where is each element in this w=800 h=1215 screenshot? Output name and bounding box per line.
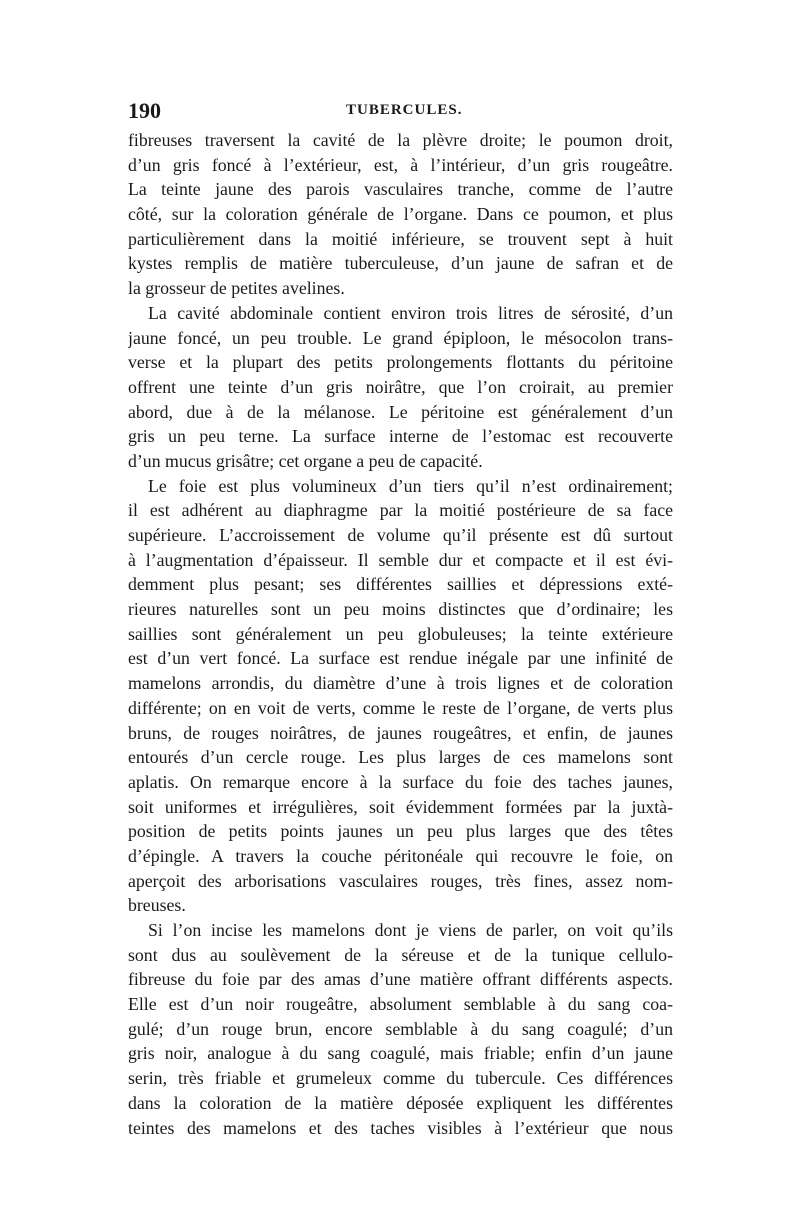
text-line: d’un gris foncé à l’extérieur, est, à l’intérieur, d’un gris rougeâtre.	[128, 154, 673, 175]
text-line: à l’augmentation d’épaisseur. Il semble dur et compacte et il est évi-	[128, 549, 673, 570]
text-line: breuses.	[128, 895, 186, 916]
text-line: kystes remplis de matière tuberculeuse, d’un jaune de safran et de	[128, 253, 673, 274]
text-line: bruns, de rouges noirâtres, de jaunes rougeâtres, et enfin, de jaunes	[128, 722, 673, 743]
text-line: abord, due à de la mélanose. Le péritoine est généralement d’un	[128, 401, 673, 422]
text-line: entourés d’un cercle rouge. Les plus larges de ces mamelons sont	[128, 747, 673, 768]
paragraph	[128, 474, 673, 918]
body-text	[128, 128, 673, 1140]
text-line: différente; on en voit de verts, comme le reste de l’organe, de verts plus	[128, 697, 673, 718]
text-line: la grosseur de petites avelines.	[128, 278, 345, 299]
text-line: saillies sont généralement un peu globuleuses; la teinte extérieure	[128, 623, 673, 644]
paragraph	[128, 918, 673, 1140]
text-line: mamelons arrondis, du diamètre d’une à trois lignes et de coloration	[128, 673, 673, 694]
paragraph	[128, 301, 673, 474]
text-line: il est adhérent au diaphragme par la moitié postérieure de sa face	[128, 500, 673, 521]
text-line: est d’un vert foncé. La surface est rendue inégale par une infinité de	[128, 648, 673, 669]
text-line: soit uniformes et irrégulières, soit évidemment formées par la juxtà-	[128, 796, 673, 817]
page-header	[128, 98, 673, 128]
text-line: sont dus au soulèvement de la séreuse et de la tunique cellulo-	[128, 944, 673, 965]
text-line: aperçoit des arborisations vasculaires rouges, très fines, assez nom-	[128, 870, 673, 891]
text-line: Le foie est plus volumineux d’un tiers qu’il n’est ordinairement;	[148, 475, 673, 496]
text-line: supérieure. L’accroissement de volume qu’il présente est dû surtout	[128, 525, 673, 545]
text-line: position de petits points jaunes un peu plus larges que des têtes	[128, 821, 673, 842]
text-line: jaune foncé, un peu trouble. Le grand épiploon, le mésocolon trans-	[128, 327, 673, 348]
text-line: fibreuse du foie par des amas d’une matière offrant différents aspects.	[128, 969, 673, 990]
text-line: La teinte jaune des parois vasculaires tranche, comme de l’autre	[128, 179, 673, 200]
text-line: d’un mucus grisâtre; cet organe a peu de capacité.	[128, 450, 483, 471]
text-line: fibreuses traversent la cavité de la plèvre droite; le poumon droit,	[128, 130, 673, 150]
text-line: verse et la plupart des petits prolongements flottants du péritoine	[128, 352, 673, 373]
text-line: demment plus pesant; ses différentes saillies et dépressions exté-	[128, 574, 673, 595]
text-line: Elle est d’un noir rougeâtre, absolument semblable à du sang coa-	[128, 994, 673, 1015]
text-line: serin, très friable et grumeleux comme du tubercule. Ces différences	[128, 1068, 673, 1089]
text-line: aplatis. On remarque encore à la surface du foie des taches jaunes,	[128, 771, 673, 792]
running-title: TUBERCULES.	[346, 102, 463, 118]
text-line: particulièrement dans la moitié inférieure, se trouvent sept à huit	[128, 228, 673, 249]
text-line: Si l’on incise les mamelons dont je viens de parler, on voit qu’ils	[148, 920, 673, 940]
text-line: gulé; d’un rouge brun, encore semblable à du sang coagulé; d’un	[128, 1018, 673, 1039]
text-line: dans la coloration de la matière déposée expliquent les différentes	[128, 1092, 673, 1113]
text-line: côté, sur la coloration générale de l’organe. Dans ce poumon, et plus	[128, 204, 673, 225]
paragraph	[128, 128, 673, 301]
text-line: d’épingle. A travers la couche péritonéale qui recouvre le foie, on	[128, 845, 673, 866]
text-line: La cavité abdominale contient environ trois litres de sérosité, d’un	[148, 302, 673, 323]
page-number: 190	[128, 98, 161, 123]
text-line: gris noir, analogue à du sang coagulé, mais friable; enfin d’un jaune	[128, 1043, 673, 1064]
text-line: gris un peu terne. La surface interne de l’estomac est recouverte	[128, 426, 673, 447]
text-line: rieures naturelles sont un peu moins distinctes que d’ordinaire; les	[128, 599, 673, 620]
text-line: teintes des mamelons et des taches visibles à l’extérieur que nous	[128, 1117, 673, 1138]
text-line: offrent une teinte d’un gris noirâtre, que l’on croirait, au premier	[128, 376, 673, 397]
